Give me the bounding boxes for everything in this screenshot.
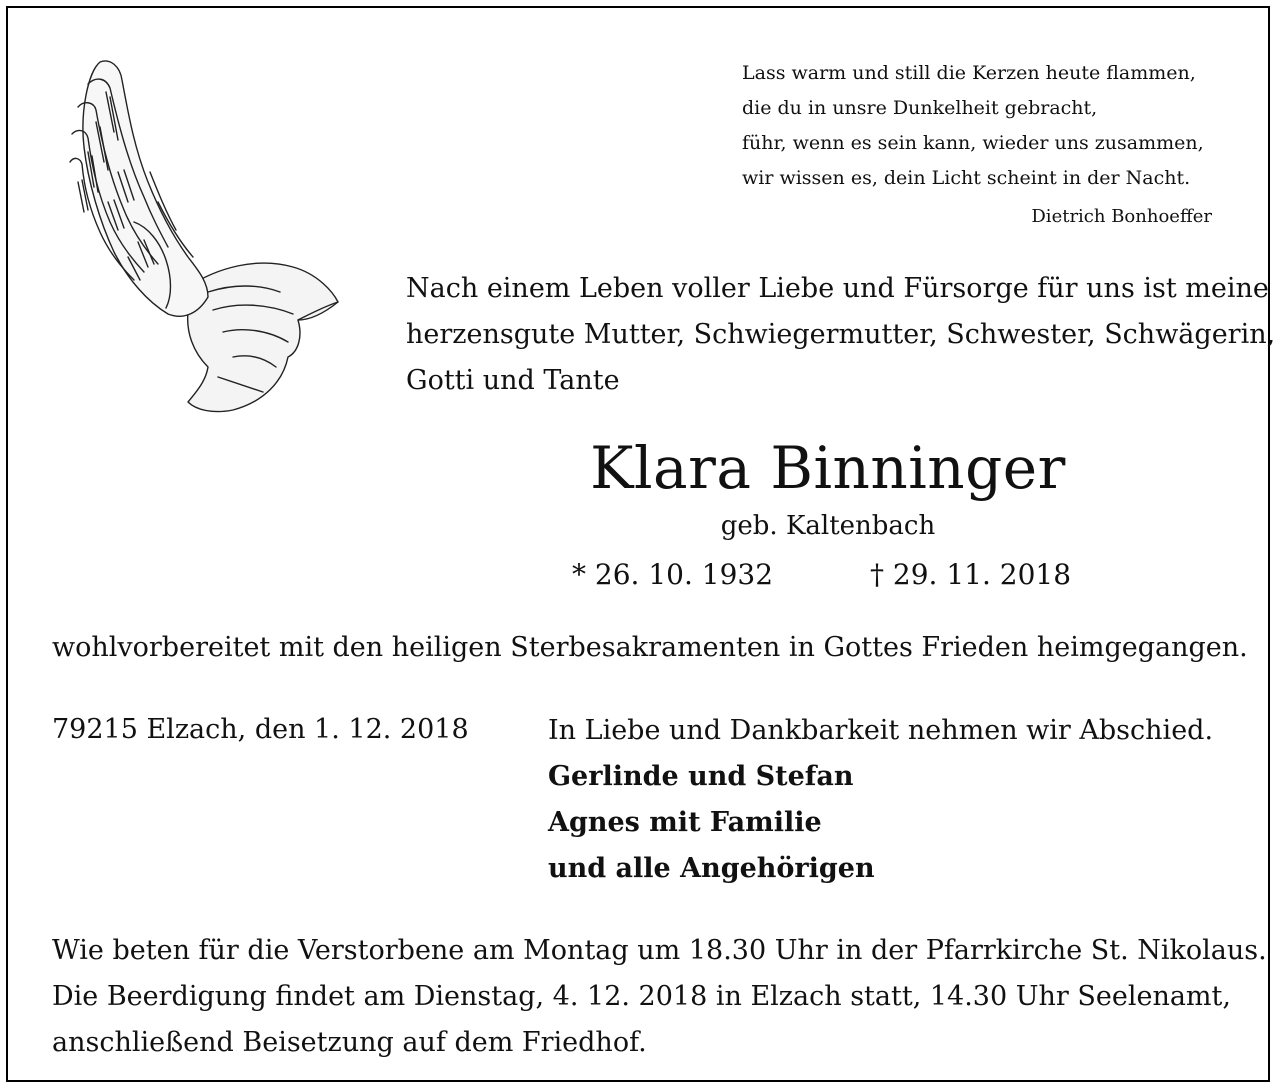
service-line: Die Beerdigung findet am Dienstag, 4. 12. 2018 in Elzach statt, 14.30 Uhr Seelenamt, [52,981,1231,1012]
poem-line: Lass warm und still die Kerzen heute flammen, [742,62,1196,84]
obituary-notice [6,6,1276,1082]
praying-hands-icon [48,52,343,422]
service-info [52,928,1267,1066]
poem-author: Dietrich Bonhoeffer [1031,206,1212,227]
service-line: Wie beten für die Verstorbene am Montag um 18.30 Uhr in der Pfarrkirche St. Nikolaus. [52,935,1267,966]
service-line: anschließend Beisetzung auf dem Friedhof. [52,1027,647,1058]
mourner-name: und alle Angehörigen [548,853,875,884]
deceased-name: Klara Binninger [590,434,1066,502]
poem-block [742,56,1242,234]
death-date: † 29. 11. 2018 [870,558,1072,591]
farewell-intro: In Liebe und Dankbarkeit nehmen wir Abschied. [548,715,1214,746]
intro-text [406,266,1276,404]
place-date: 79215 Elzach, den 1. 12. 2018 [52,714,469,745]
maiden-name: geb. Kaltenbach [720,511,936,541]
intro-line: herzensgute Mutter, Schwiegermutter, Schwester, Schwägerin, [406,319,1276,350]
poem-line: führ, wenn es sein kann, wieder uns zusammen, [742,132,1204,154]
poem-line: wir wissen es, dein Licht scheint in der Nacht. [742,167,1191,189]
farewell-block [548,708,1213,892]
birth-date: * 26. 10. 1932 [572,558,774,591]
mourner-name: Gerlinde und Stefan [548,761,854,792]
intro-line: Nach einem Leben voller Liebe und Fürsorge für uns ist meine [406,273,1269,304]
mourner-name: Agnes mit Familie [548,807,822,838]
poem-line: die du in unsre Dunkelheit gebracht, [742,97,1098,119]
intro-line: Gotti und Tante [406,365,620,396]
passed-away-text: wohlvorbereitet mit den heiligen Sterbesakramenten in Gottes Frieden heimgegangen. [52,632,1248,663]
